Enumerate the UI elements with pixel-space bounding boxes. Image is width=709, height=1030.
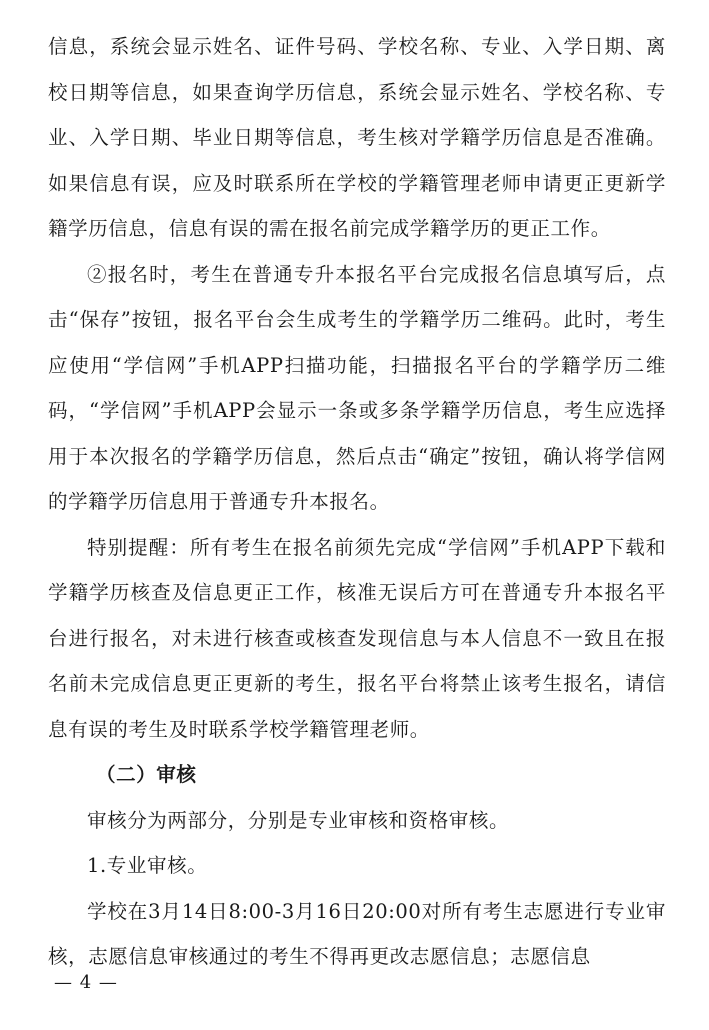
subsection-title-major-review: 1.专业审核。 [87, 854, 208, 877]
document-page [48, 24, 666, 980]
paragraph-info-check: 信息，系统会显示姓名、证件号码、学校名称、专业、入学日期、离校日期等信息，如果查询学历信息，系统会显示姓名、学校名称、专业、入学日期、毕业日期等信息，考生核对学籍学历信息是否准确。如果信息有误，应及时联系所在学校的学籍管理老师申请更正更新学籍学历信息，信息有误的需在报名前完成学籍学历的更正工作。 [48, 35, 666, 240]
paragraph-major-review-body: 学校在3月14日8:00-3月16日20:00对所有考生志愿进行专业审核，志愿信息审核通过的考生不得再更改志愿信息；志愿信息 [48, 899, 666, 968]
paragraph-review-intro: 审核分为两部分，分别是专业审核和资格审核。 [87, 808, 510, 832]
section-heading-review: （二）审核 [96, 763, 197, 786]
paragraph-special-reminder: 特别提醒：所有考生在报名前须先完成“学信网”手机APP下载和学籍学历核查及信息更正工作，核准无误后方可在普通专升本报名平台进行报名，对未进行核查或核查发现信息与本人信息不一致且在报名前未完成信息更正更新的考生，报名平台将禁止该考生报名，请信息有误的考生及时联系学校学籍管理老师。 [48, 535, 666, 741]
page-number: — 4 — [54, 972, 118, 993]
paragraph-registration-qr: ②报名时，考生在普通专升本报名平台完成报名信息填写后，点击“保存”按钮，报名平台会生成考生的学籍学历二维码。此时，考生应使用“学信网”手机APP扫描功能，扫描报名平台的学籍学历二维码，“学信网”手机APP会显示一条或多条学籍学历信息，考生应选择用于本次报名的学籍学历信息，然后点击“确定”按钮，确认将学信网的学籍学历信息用于普通专升本报名。 [48, 262, 666, 513]
